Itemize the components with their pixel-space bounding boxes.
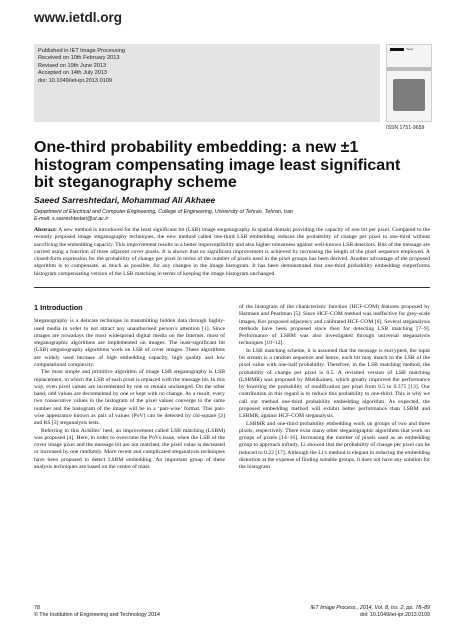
paragraph: of the histogram of the characteristic function (HCF-COM) features proposed by Harmsen and Pearlman [5]. Since HCF-COM method was ineffective for grey-scale images, Ker proposed adjacency and calibrated HCF-COM [6]. Several steganalysis methods have been proposed since then for detecting LSB matching [7–9]. Performance of LSBM was also investigated through universal steganalysis techniques [10–12]. — [239, 304, 430, 347]
paragraph: LSBMR and one-third probability embedding work on groups of two and three pixels, respectively. There exist many other steganographic algorithms that work on groups of pixels [14–16]. Increasing the number of pixels used as an embedding group to approach infinity, Li showed that the probability of change per pixel can be reduced to 0.22 [17]. Although the Li’s method is elegant in reducing the embedding distortion at the expense of finding suitable groups, it does not have any solution for the histogram — [239, 420, 430, 471]
journal-reference: IET Image Process., 2014, Vol. 8, Iss. 2, pp. 78–89 — [310, 605, 430, 611]
paper-title — [34, 139, 424, 192]
journal-cover-thumbnail — [386, 44, 432, 122]
paragraph: Steganography is a delicate technique in transmitting hidden data through highly-used media in order to not attract any unauthorised person’s attention [1]. Since images are nowadays the most widespread digital media on the Internet, most of steganographic algorithms are implemented on images. The least-significant bit (LSB) steganography algorithms work on LSB of cover images. These algorithms are widely used because of high embedding capacity, high quality and low computational complexity. — [34, 318, 225, 368]
cover-art-icon — [393, 79, 425, 111]
abstract-text: A new method is introduced for the least significant bit (LSB) image steganography in spatial domain providing the capacity of one bit per pixel. Compared to the recently proposed image steganography techniques, the new method called one-third LSB embedding reduces the probability of change per pixel to one-third without sacrificing the embedding capacity. This improvement results in a better imperceptibility and also higher robustness against well-known LSB detectors. Bits of the message are carried using a function of three adjacent cover pixels. It is shown that no significant improvement is achieved by increasing the length of the pixel sequence employed. A closed-form expression for the probability of change per pixel in terms of the number of pixels used in the pixel groups has been derived. Another advantage of the proposed algorithm is to compensate, as much as possible, for any changes in the image histogram. It has been demonstrated that one-third probability embedding outperforms histogram compensating version of the LSB matching in terms of keeping the image histogram unchanged. — [34, 227, 430, 277]
title-line: One-third probability embedding: a new ±1 — [34, 139, 359, 156]
copyright: © The Institution of Engineering and Technology 2014 — [34, 612, 160, 619]
received-date: Received on 10th February 2013 — [38, 55, 120, 62]
published-in: Published in IET Image Processing — [38, 48, 125, 54]
abstract — [34, 227, 430, 278]
authors: Saeed Sarreshtedari, Mohammad Ali Akhaee — [34, 195, 216, 205]
abstract-divider — [34, 287, 430, 288]
publisher-logo-icon — [390, 48, 404, 51]
site-url[interactable]: www.ietdl.org — [34, 10, 123, 25]
publication-meta — [38, 48, 125, 85]
title-line: histogram compensating image least significant — [34, 156, 401, 174]
cover-publisher: theiet — [406, 47, 414, 51]
section-heading: 1 Introduction — [34, 303, 83, 312]
affiliation: Department of Electrical and Computer Engineering, College of Engineering, University of Tehran, Tehran, Iran — [34, 209, 294, 215]
title-line: bit steganography scheme — [34, 174, 237, 191]
accepted-date: Accepted on 14th July 2013 — [38, 70, 108, 77]
footer-doi: doi: 10.1049/iet-ipr.2013.0109 — [359, 612, 430, 619]
paragraph: The most simple and primitive algorithm of image LSB steganography is LSB replacement, in which the LSB of each pixel is replaced with the message bit. In this way, even pixel values are incremented by one or remain unchanged. On the other hand, odd values are decremented by one or kept with no change. As a result, every two consecutive values in the histogram of the pixel values converge to the same number and the histogram of the image will be in a ‘pair-wise’ format. This pair-wise appearance known as pair of values (PoV) can be detected by chi-square [2] and RS [3] steganalysis tests. — [34, 369, 225, 427]
abstract-label: Abstract: — [34, 227, 57, 233]
issn: ISSN 1751-9659 — [386, 125, 425, 131]
footer-left — [34, 605, 160, 620]
article-doi: doi: 10.1049/iet-ipr.2013.0109 — [38, 77, 113, 84]
revised-date: Revised on 19th June 2013 — [38, 62, 107, 69]
footer-right — [310, 605, 430, 620]
right-column — [239, 304, 430, 471]
email[interactable]: E-mail: s.sarreshtedari@ut.ac.ir — [34, 216, 109, 223]
page-number: 78 — [34, 605, 40, 611]
cover-band — [387, 67, 431, 71]
paragraph: In LSB matching scheme, it is assumed that the message is encrypted, the input bit stream is a random sequence and hence, each bit may match to the LSB of the pixel value with one-half probability. Therefore, in the LSB matching method, the probability of change per pixel is 0.5. A revisited version of LSB matching (LSBMR) was proposed by Mielikainen, which greatly improved the performance by lowering the probability of modification per pixel from 0.5 to 0.375 [13]. Our contribution in this regard is to reduce this probability to one-third. This is why we call our method one-third probability embedding algorithm. As expected, the proposed embedding method will exhibit better performance than LSBM and LSBMR, against HCF-COM steganalysis. — [239, 347, 430, 420]
affiliation-block — [34, 209, 293, 223]
paragraph: Referring to this Achilles’ heel, an improvement called LSB matching (LSBM) was proposed [4]. Here, in order to overcome the PoVs issue, when the LSB of the cover image pixel and the message bit are not matched, the pixel value is decreased or increased by one randomly. More recent and complicated steganalysis techniques have been proposed to detect LSBM embedding. An important group of these analysis techniques are based on the centre of mass — [34, 427, 225, 470]
publication-info-box — [34, 44, 380, 122]
left-column — [34, 302, 225, 471]
